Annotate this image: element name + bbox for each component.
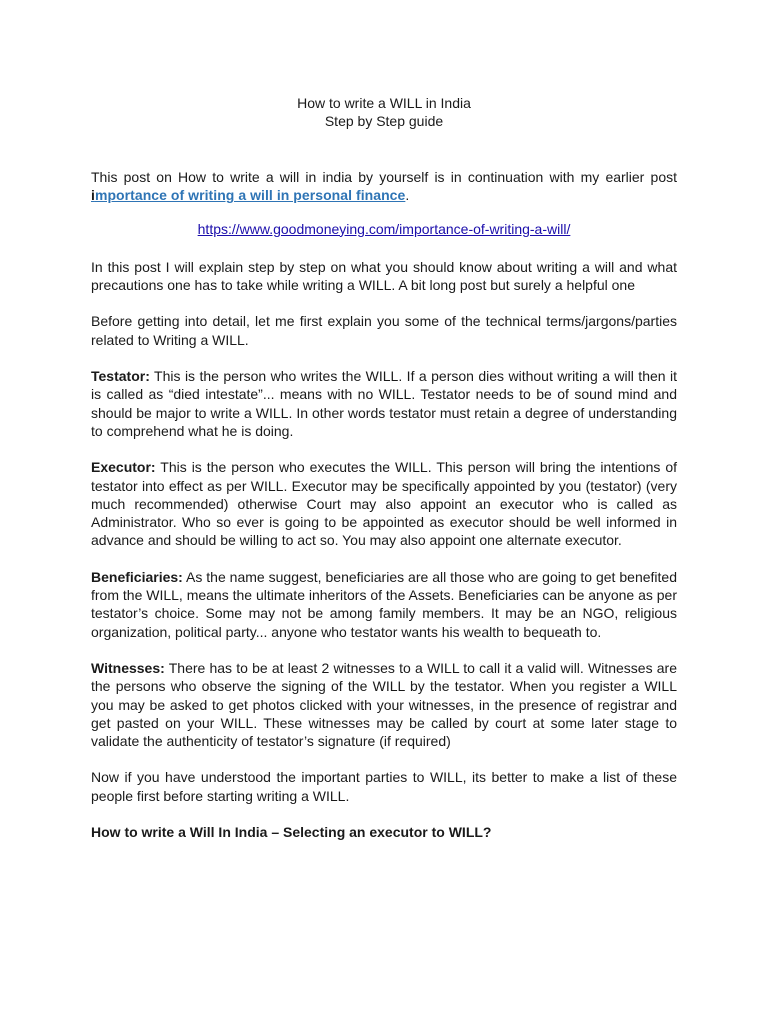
- term-witnesses: Witnesses:: [91, 659, 165, 676]
- executor-description: This is the person who executes the WILL. This person will bring the intentions of testator into effect as per WILL. Executor may be specifically appointed by you (testator) (very much recommended) otherwise Court may also appoint an executor who is called as Administrator. Who so ever is going to be appointed as executor should be well informed in advance and should be willing to act so. You may also appoint one alternate executor.: [91, 459, 677, 549]
- intro-link-text: mportance of writing a will in personal finance: [94, 187, 406, 204]
- term-beneficiaries: Beneficiaries:: [91, 568, 183, 585]
- intro-paragraph: [91, 168, 677, 205]
- document-title: [91, 94, 677, 130]
- title-line-2: Step by Step guide: [324, 113, 444, 129]
- paragraph-witnesses: [91, 659, 677, 750]
- intro-end: .: [405, 187, 410, 204]
- url-line: [91, 220, 677, 238]
- importance-post-link[interactable]: [91, 187, 405, 203]
- intro-link-first-letter: i: [91, 187, 95, 204]
- witnesses-description: There has to be at least 2 witnesses to a WILL to call it a valid will. Witnesses are the persons who observe the signing of the WILL by the testator. When you register a WILL you may be asked to get photos clicked with your witnesses, in the presence of registrar and get pasted on your WILL. These witnesses may be called by court at some later stage to validate the authenticity of testator’s signature (if required): [91, 659, 677, 750]
- title-line-1: How to write a WILL in India: [297, 95, 471, 111]
- paragraph-before-detail: Before getting into detail, let me first explain you some of the technical terms/jargons/parties related to Writing a WILL.: [91, 313, 677, 348]
- paragraph-testator: [91, 367, 677, 440]
- beneficiaries-description: As the name suggest, beneficiaries are all those who are going to get benefited from the WILL, means the ultimate inheritors of the Assets. Beneficiaries can be anyone as per testator’s choice. Some may not be among family members. It may be an NGO, religious organization, political party... anyone who testator wants his wealth to bequeath to.: [91, 568, 677, 640]
- testator-description: This is the person who writes the WILL. If a person dies without writing a will then it is called as “died intestate”... means with no WILL. Testator needs to be of sound mind and should be major to write a WILL. In other words testator must retain a degree of understanding to comprehend what he is doing.: [91, 368, 677, 439]
- goodmoneying-url-link[interactable]: https://www.goodmoneying.com/importance-of-writing-a-will/: [197, 220, 571, 237]
- paragraph-executor: [91, 458, 677, 549]
- paragraph-now: Now if you have understood the important parties to WILL, its better to make a list of these people first before starting writing a WILL.: [91, 769, 677, 804]
- paragraph-explain: In this post I will explain step by step on what you should know about writing a will and what precautions one has to take while writing a WILL. A bit long post but surely a helpful one: [91, 258, 677, 294]
- term-testator: Testator:: [91, 368, 150, 385]
- term-executor: Executor:: [91, 459, 156, 476]
- section-heading-executor: How to write a Will In India – Selecting an executor to WILL?: [91, 824, 492, 841]
- intro-text: This post on How to write a will in india by yourself is in continuation with my earlier post: [91, 169, 677, 185]
- paragraph-beneficiaries: [91, 568, 677, 641]
